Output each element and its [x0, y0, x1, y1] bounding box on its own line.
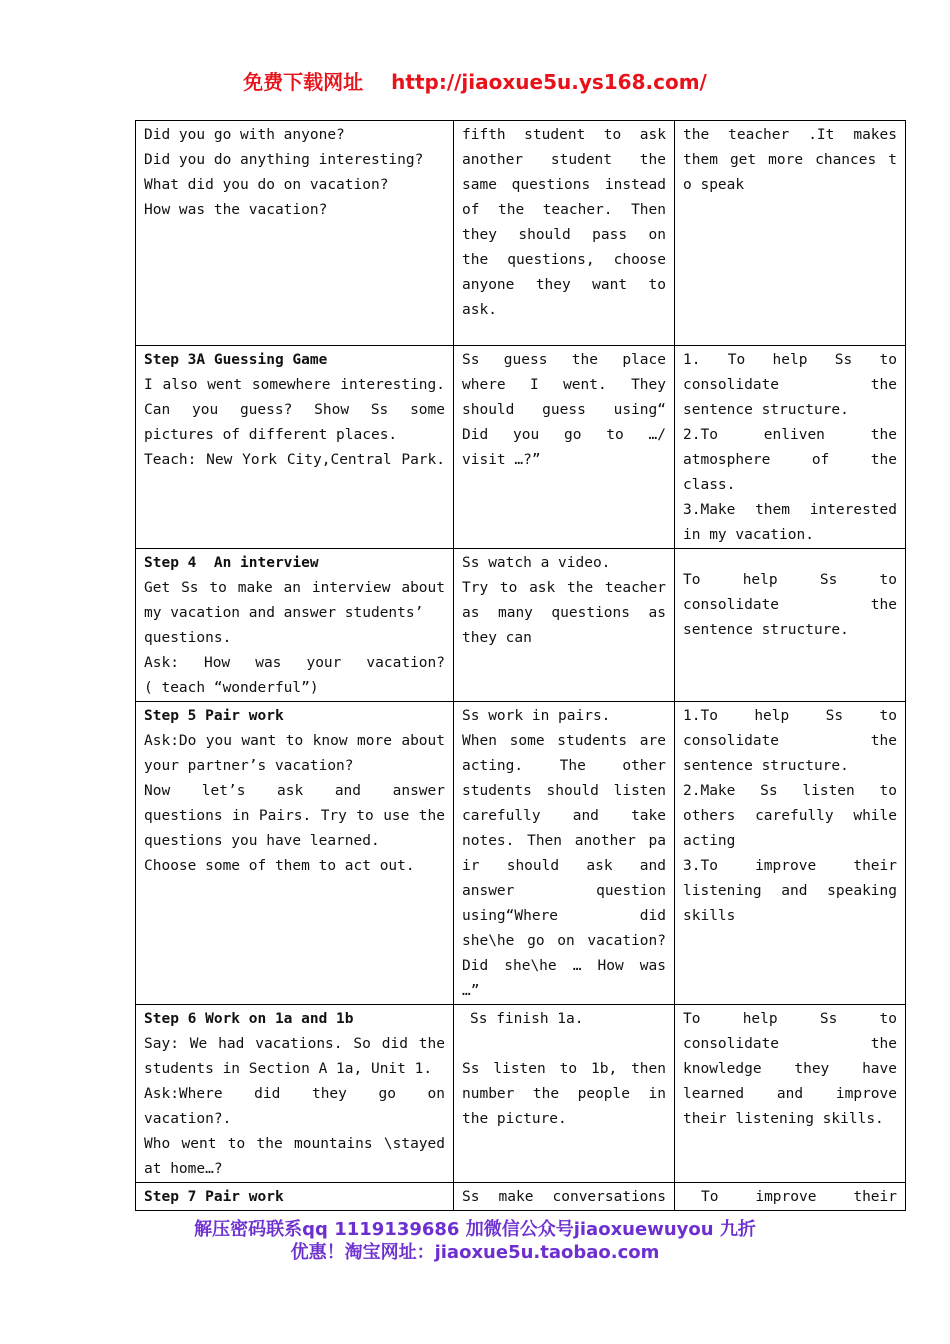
text-line: same questions instead [462, 177, 666, 193]
text-line: notes. Then another pa [462, 833, 666, 849]
text-line: When some students are [462, 733, 666, 749]
teacher-activity-cell [136, 1005, 454, 1183]
text-line: questions in Pairs. Try to use the [144, 808, 445, 824]
text-line: acting. The other [462, 758, 666, 774]
text-line: To help Ss to [683, 572, 897, 588]
text-line: class. [683, 477, 736, 493]
header-url[interactable]: http://jiaoxue5u.ys168.com/ [391, 70, 707, 94]
teacher-activity-cell [136, 121, 454, 346]
text-line: consolidate the [683, 377, 897, 393]
student-activity-cell [454, 346, 675, 549]
purpose-cell [675, 1183, 906, 1211]
text-line: them get more chances t [683, 152, 897, 168]
text-line: Now let’s ask and answer [144, 783, 445, 799]
text-line: visit …?” [462, 452, 541, 468]
step-title: Step 3A Guessing Game [144, 352, 328, 368]
text-line: ( teach “wonderful”) [144, 680, 319, 696]
text-line: Did you go with anyone? [144, 127, 345, 143]
text-line: pictures of different places. [144, 427, 398, 443]
text-line: the picture. [462, 1111, 567, 1127]
text-line: listening and speaking [683, 883, 897, 899]
teacher-activity-cell [136, 346, 454, 549]
text-line: Can you guess? Show Ss some [144, 402, 445, 418]
teacher-activity-cell [136, 702, 454, 1005]
text-line: Ss listen to 1b, then [462, 1061, 666, 1077]
purpose-cell [675, 121, 906, 346]
text-line: ir should ask and [462, 858, 666, 874]
text-line: Who went to the mountains \stayed [144, 1136, 445, 1152]
text-line: Did you go to …/ [462, 427, 666, 443]
text-line: Say: We had vacations. So did the [144, 1036, 445, 1052]
purpose-cell [675, 702, 906, 1005]
student-activity-cell [454, 549, 675, 702]
text-line: 2.Make Ss listen to [683, 783, 897, 799]
text-line: 1. To help Ss to [683, 352, 897, 368]
text-line: answer question [462, 883, 666, 899]
text-line: atmosphere of the [683, 452, 897, 468]
text-line: 2.To enliven the [683, 427, 897, 443]
purpose-cell [675, 549, 906, 702]
text-line: acting [683, 833, 736, 849]
text-line: the questions, choose [462, 252, 666, 268]
text-line: sentence structure. [683, 622, 849, 638]
table-row [136, 346, 906, 549]
text-line: of the teacher. Then [462, 202, 666, 218]
page-header [0, 66, 950, 95]
text-line: consolidate the [683, 733, 897, 749]
text-line: another student the [462, 152, 666, 168]
text-line: 3.To improve their [683, 858, 897, 874]
text-line: students should listen [462, 783, 666, 799]
teacher-activity-cell [136, 549, 454, 702]
text-line: Get Ss to make an interview about [144, 580, 445, 596]
text-line: they should pass on [462, 227, 666, 243]
table-row [136, 1183, 906, 1211]
text-line: as many questions as [462, 605, 666, 621]
text-line: Teach: New York City,Central Park. [144, 452, 445, 468]
text-line: others carefully while [683, 808, 897, 824]
step-title: Step 4 An interview [144, 555, 319, 571]
text-line: Ask:Do you want to know more about [144, 733, 445, 749]
text-line: knowledge they have [683, 1061, 897, 1077]
text-line: Try to ask the teacher [462, 580, 666, 596]
text-line: How was the vacation? [144, 202, 328, 218]
text-line: ask. [462, 302, 497, 318]
table-row [136, 121, 906, 346]
table-row [136, 1005, 906, 1183]
text-line: consolidate the [683, 1036, 897, 1052]
student-activity-cell [454, 1005, 675, 1183]
text-line: learned and improve [683, 1086, 897, 1102]
text-line: Ss watch a video. [462, 555, 611, 571]
text-line: Ss work in pairs. [462, 708, 611, 724]
student-activity-cell [454, 121, 675, 346]
text-line: 1.To help Ss to [683, 708, 897, 724]
teacher-activity-cell [136, 1183, 454, 1211]
lesson-plan-table [135, 120, 906, 1211]
step-title: Step 5 Pair work [144, 708, 284, 724]
text-line: Choose some of them to act out. [144, 858, 415, 874]
text-line: sentence structure. [683, 758, 849, 774]
text-line: Ss finish 1a. [470, 1011, 584, 1027]
text-line: Did you do anything interesting? [144, 152, 424, 168]
student-activity-cell [454, 702, 675, 1005]
page-footer [0, 1218, 950, 1264]
purpose-cell [675, 346, 906, 549]
text-line: using“Where did [462, 908, 666, 924]
text-line: she\he go on vacation? [462, 933, 666, 949]
text-line: the teacher .It makes [683, 127, 897, 143]
text-line: To help Ss to [683, 1011, 897, 1027]
text-line: anyone they want to [462, 277, 666, 293]
text-line: questions you have learned. [144, 833, 380, 849]
header-label: 免费下载网址 [243, 70, 364, 94]
text-line: fifth student to ask [462, 127, 666, 143]
text-line: should guess using“ [462, 402, 666, 418]
text-line: Ask: How was your vacation? [144, 655, 445, 671]
text-line: To improve their [701, 1189, 897, 1205]
table-row [136, 702, 906, 1005]
text-line: Ask:Where did they go on [144, 1086, 445, 1102]
text-line: skills [683, 908, 736, 924]
text-line: consolidate the [683, 597, 897, 613]
text-line: Ss make conversations [462, 1189, 666, 1205]
text-line: I also went somewhere interesting. [144, 377, 445, 393]
text-line: they can [462, 630, 532, 646]
text-line: vacation?. [144, 1111, 232, 1127]
step-title: Step 6 Work on 1a and 1b [144, 1011, 354, 1027]
text-line: your partner’s vacation? [144, 758, 354, 774]
purpose-cell [675, 1005, 906, 1183]
text-line: o speak [683, 177, 745, 193]
footer-line-shop: 优惠！淘宝网址：jiaoxue5u.taobao.com [290, 1242, 660, 1263]
text-line: Ss guess the place [462, 352, 666, 368]
table-row [136, 549, 906, 702]
text-line: What did you do on vacation? [144, 177, 389, 193]
text-line: students in Section A 1a, Unit 1. [144, 1061, 433, 1077]
text-line: in my vacation. [683, 527, 814, 543]
text-line: sentence structure. [683, 402, 849, 418]
step-title: Step 7 Pair work [144, 1189, 284, 1205]
text-line: their listening skills. [683, 1111, 884, 1127]
text-line: carefully and take [462, 808, 666, 824]
text-line: questions. [144, 630, 232, 646]
text-line: Did she\he … How was [462, 958, 666, 974]
text-line: where I went. They [462, 377, 666, 393]
text-line: …” [462, 983, 480, 999]
text-line: my vacation and answer students’ [144, 605, 424, 621]
text-line: 3.Make them interested [683, 502, 897, 518]
text-line: number the people in [462, 1086, 666, 1102]
student-activity-cell [454, 1183, 675, 1211]
footer-line-contact: 解压密码联系qq 1119139686 加微信公众号jiaoxuewuyou 九折 [194, 1219, 756, 1240]
text-line: at home…? [144, 1161, 223, 1177]
